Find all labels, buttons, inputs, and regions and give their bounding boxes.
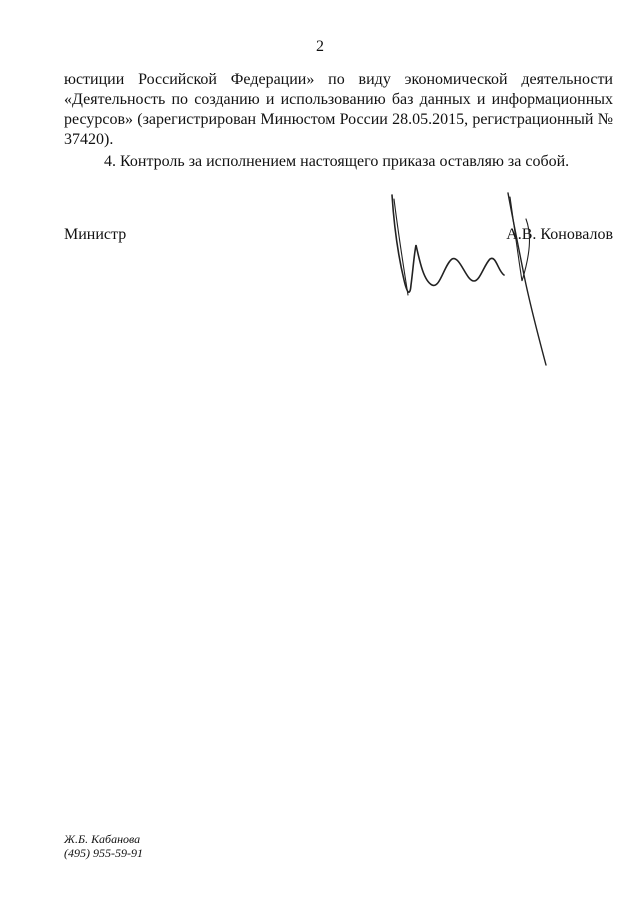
executor-footer xyxy=(64,832,143,860)
page-number: 2 xyxy=(316,38,324,55)
document-body xyxy=(64,70,613,172)
handwritten-signature-icon xyxy=(380,185,570,375)
signatory-name: А.В. Коновалов xyxy=(506,226,613,243)
executor-phone: (495) 955-59-91 xyxy=(64,846,143,860)
signatory-title: Министр xyxy=(64,226,127,243)
paragraph-item-4: 4. Контроль за исполнением настоящего приказа оставляю за собой. xyxy=(104,153,570,170)
paragraph-continuation: юстиции Российской Федерации» по виду экономической деятельности «Деятельность по созданию и использованию баз данных и информационных ресурсов» (зарегистрирован Минюстом России 28.05.2015, регистрационный № 37420). xyxy=(64,71,613,148)
executor-name: Ж.Б. Кабанова xyxy=(64,832,141,846)
